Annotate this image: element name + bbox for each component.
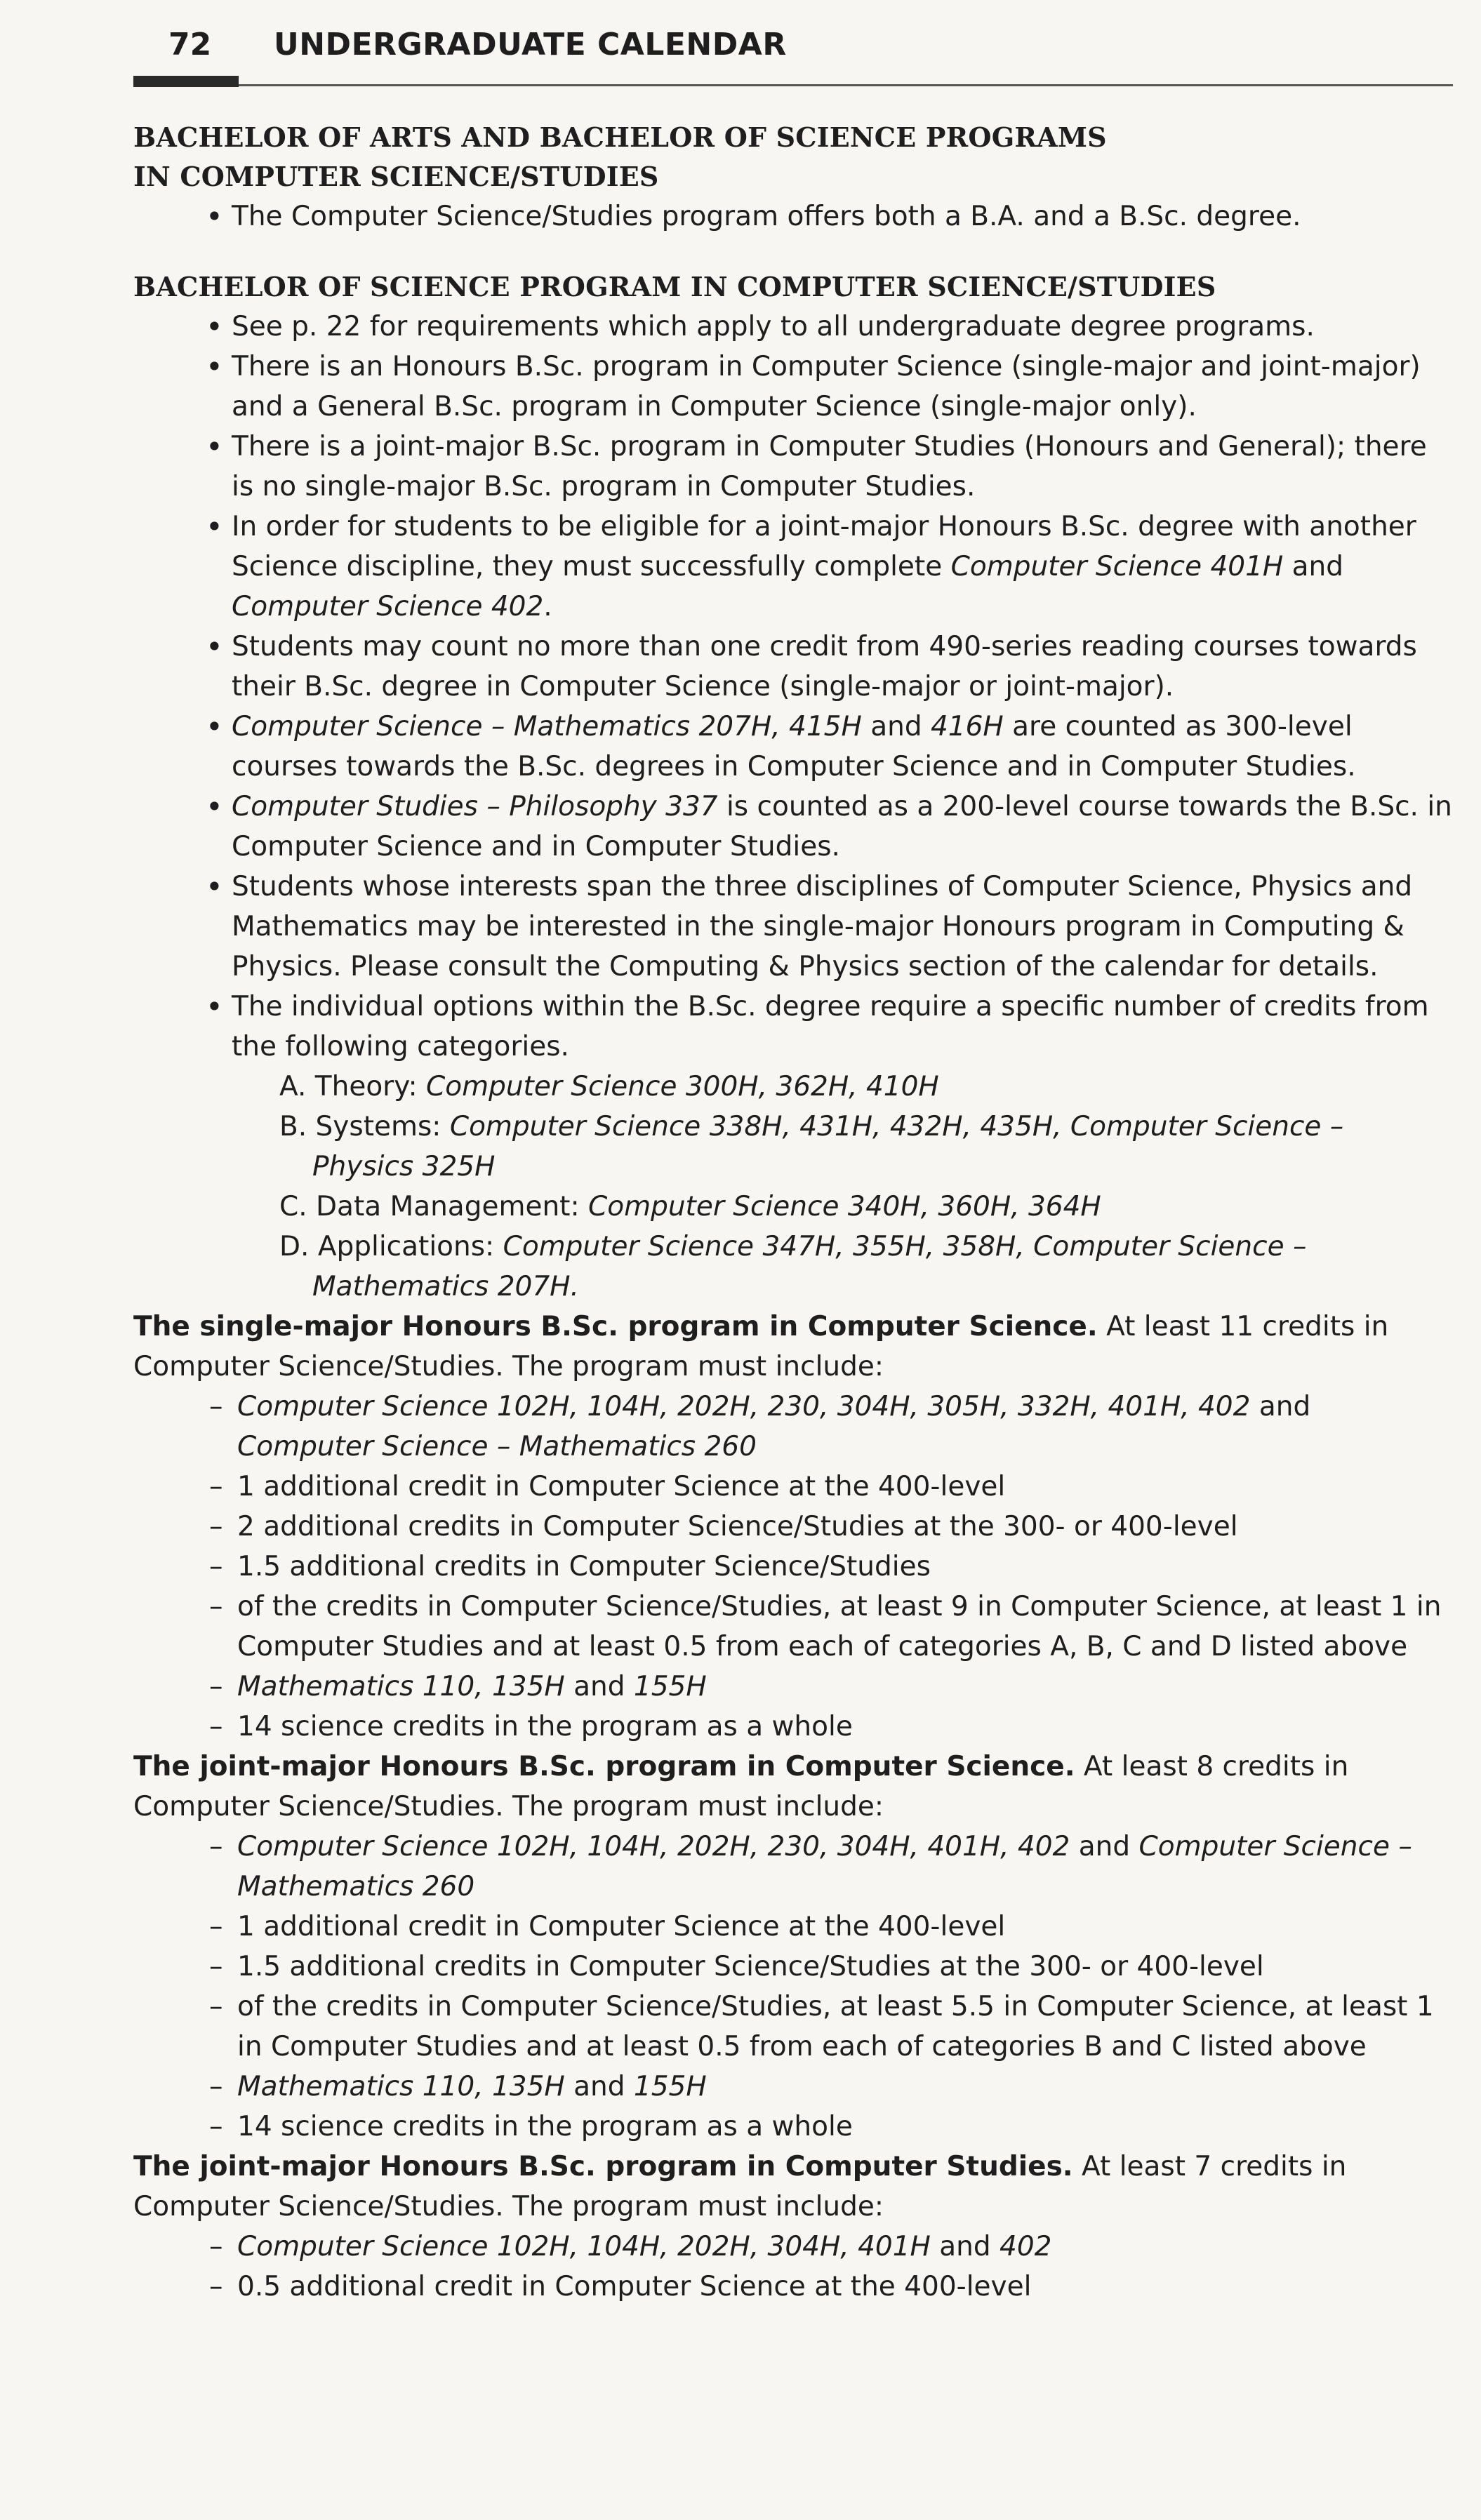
program-joint-major-cs: The joint-major Honours B.Sc. program in Computer Science. At least 8 credits in Computer Science/Studies. The program must include: — [133, 1751, 1349, 1822]
page-header — [133, 21, 1453, 84]
page-number: 72 — [168, 27, 212, 62]
section2-bullets — [133, 307, 1453, 1067]
list-item: – 1.5 additional credits in Computer Science/Studies — [133, 1547, 1453, 1587]
program1-requirements — [133, 1387, 1453, 1747]
section-heading-bsc: BACHELOR OF SCIENCE PROGRAM IN COMPUTER SCIENCE/STUDIES — [133, 271, 1216, 302]
list-item: • Computer Science – Mathematics 207H, 415H and 416H are counted as 300-level courses towards the B.Sc. degrees in Computer Science and in Computer Studies. — [133, 707, 1453, 787]
list-item: • Students whose interests span the three disciplines of Computer Science, Physics and Mathematics may be interested in the single-major Honours program in Computing & Physics. Please consult the Computing & Physics section of the calendar for details. — [133, 867, 1453, 987]
list-item: • There is a joint-major B.Sc. program in Computer Studies (Honours and General); there is no single-major B.Sc. program in Computer Studies. — [133, 427, 1453, 507]
category-b: B. Systems: Computer Science 338H, 431H, 432H, 435H, Computer Science – Physics 325H — [279, 1111, 1344, 1182]
list-item: – Computer Science 102H, 104H, 202H, 304H, 401H and 402 — [133, 2227, 1453, 2267]
program3-requirements — [133, 2227, 1453, 2307]
list-item: • The individual options within the B.Sc. degree require a specific number of credits from the following categories. — [133, 987, 1453, 1067]
list-item: – 1 additional credit in Computer Science at the 400-level — [133, 1467, 1453, 1507]
list-item: • Students may count no more than one credit from 490-series reading courses towards their B.Sc. degree in Computer Science (single-major or joint-major). — [133, 627, 1453, 707]
list-item: • There is an Honours B.Sc. program in Computer Science (single-major and joint-major) and a General B.Sc. program in Computer Science (single-major only). — [133, 347, 1453, 427]
running-title: UNDERGRADUATE CALENDAR — [274, 27, 787, 62]
list-item: – Mathematics 110, 135H and 155H — [133, 1667, 1453, 1707]
list-item: – 0.5 additional credit in Computer Science at the 400-level — [133, 2267, 1453, 2307]
category-d: D. Applications: Computer Science 347H, 355H, 358H, Computer Science – Mathematics 207H. — [279, 1231, 1307, 1302]
header-rule-thick — [133, 76, 239, 87]
list-item: – Computer Science 102H, 104H, 202H, 230, 304H, 401H, 402 and Computer Science – Mathematics 260 — [133, 1827, 1453, 1907]
header-rule-thin — [239, 84, 1453, 86]
list-item: – Mathematics 110, 135H and 155H — [133, 2067, 1453, 2107]
section-heading-ba-bsc: BACHELOR OF ARTS AND BACHELOR OF SCIENCE PROGRAMS IN COMPUTER SCIENCE/STUDIES — [133, 121, 1107, 192]
program-joint-major-cstudies: The joint-major Honours B.Sc. program in Computer Studies. At least 7 credits in Computer Science/Studies. The program must include: — [133, 2151, 1347, 2222]
program2-requirements — [133, 1827, 1453, 2147]
category-c: C. Data Management: Computer Science 340H, 360H, 364H — [279, 1191, 1101, 1222]
category-list — [133, 1067, 1453, 1307]
list-item: – Computer Science 102H, 104H, 202H, 230, 304H, 305H, 332H, 401H, 402 and Computer Science – Mathematics 260 — [133, 1387, 1453, 1467]
list-item: – 1.5 additional credits in Computer Science/Studies at the 300- or 400-level — [133, 1947, 1453, 1987]
list-item: • Computer Studies – Philosophy 337 is counted as a 200-level course towards the B.Sc. in Computer Science and in Computer Studies. — [133, 787, 1453, 867]
list-item: • In order for students to be eligible for a joint-major Honours B.Sc. degree with another Science discipline, they must successfully complete Computer Science 401H and Computer Science 402. — [133, 507, 1453, 627]
list-item: – 2 additional credits in Computer Science/Studies at the 300- or 400-level — [133, 1507, 1453, 1547]
section1-bullets — [133, 196, 1453, 236]
list-item: • See p. 22 for requirements which apply to all undergraduate degree programs. — [133, 307, 1453, 347]
list-item: – 14 science credits in the program as a whole — [133, 2107, 1453, 2147]
program-single-major-cs: The single-major Honours B.Sc. program in Computer Science. At least 11 credits in Computer Science/Studies. The program must include: — [133, 1311, 1389, 1382]
list-item: • The Computer Science/Studies program offers both a B.A. and a B.Sc. degree. — [133, 196, 1453, 236]
list-item: – of the credits in Computer Science/Studies, at least 5.5 in Computer Science, at least 1 in Computer Studies and at least 0.5 from each of categories B and C listed above — [133, 1987, 1453, 2067]
category-a: A. Theory: Computer Science 300H, 362H, 410H — [279, 1071, 939, 1102]
list-item: – 14 science credits in the program as a whole — [133, 1707, 1453, 1747]
list-item: – 1 additional credit in Computer Science at the 400-level — [133, 1907, 1453, 1947]
list-item: – of the credits in Computer Science/Studies, at least 9 in Computer Science, at least 1 in Computer Studies and at least 0.5 from each of categories A, B, C and D listed above — [133, 1587, 1453, 1667]
page-content — [133, 118, 1453, 2307]
